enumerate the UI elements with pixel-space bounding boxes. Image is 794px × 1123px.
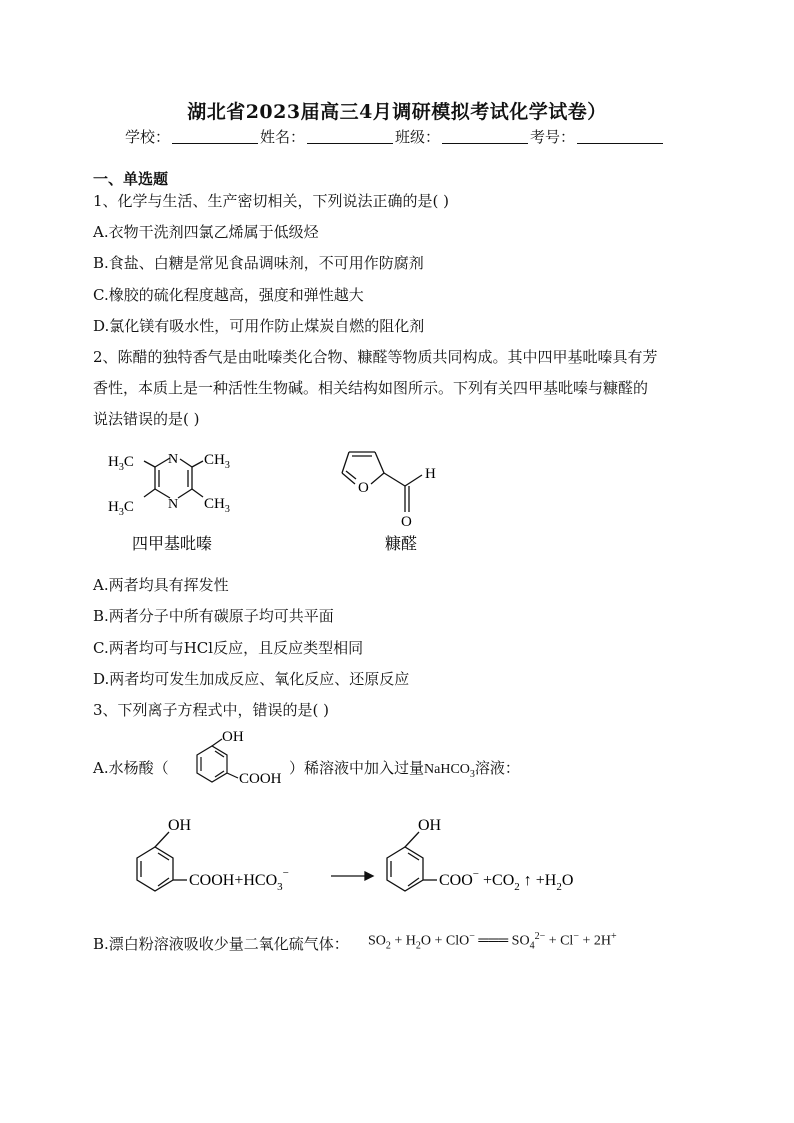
school-label: 学校：	[125, 128, 171, 146]
q2-stem-line3: 说法错误的是( )	[93, 410, 200, 428]
tetramethylpyrazine-structure	[100, 445, 250, 555]
class-label: 班级：	[395, 128, 441, 146]
eq-right-label: $COO^- +CO_2$ ↑ $+H_2O$	[439, 868, 574, 893]
q3-a-prefix: A.水杨酸（	[93, 759, 169, 777]
fig2-caption: 糠醛	[385, 536, 418, 553]
salicylic-oh-label: OH	[222, 729, 244, 745]
ch3-top-label: $CH_3$	[204, 452, 230, 471]
salicylic-reaction-equation	[125, 810, 635, 900]
ch3-bottom-label: $CH_3$	[204, 496, 230, 515]
q1-option-b: B.食盐、白糖是常见食品调味剂，不可用作防腐剂	[93, 254, 424, 272]
h3c-top-label: $H_3C$	[108, 454, 134, 473]
class-blank[interactable]	[442, 129, 528, 144]
q3-a-suffix-text: ）稀溶液中加入过量	[289, 759, 425, 777]
q2-option-c: C.两者均可与HCl反应，且反应类型相同	[93, 639, 364, 657]
n-bottom-label: N	[168, 497, 179, 512]
name-label: 姓名：	[260, 128, 306, 146]
q3-b-text: B.漂白粉溶液吸收少量二氧化硫气体：	[93, 935, 349, 953]
q3-b-equation: $SO_2 + H_2O + ClO^-$ ═══ $SO_4^{2-} + Cl^- + 2H^+$	[368, 931, 617, 952]
n-top-label: N	[168, 452, 179, 467]
eq-left-oh-label: OH	[168, 817, 192, 834]
q1-option-a: A.衣物干洗剂四氯乙烯属于低级烃	[93, 223, 319, 241]
q2-option-b: B.两者分子中所有碳原子均可共平面	[93, 607, 334, 625]
furfural-structure	[335, 440, 455, 555]
eq-right-oh-label: OH	[418, 817, 442, 834]
aldehyde-h-label: H	[425, 466, 436, 482]
q2-option-d: D.两者均可发生加成反应、氧化反应、还原反应	[93, 670, 410, 688]
q2-stem-line1: 2、陈醋的独特香气是由吡嗪类化合物、糠醛等物质共同构成。其中四甲基吡嗪具有芳	[93, 348, 658, 366]
q1-stem: 1、化学与生活、生产密切相关，下列说法正确的是( )	[93, 192, 450, 210]
carbonyl-o-label: O	[401, 514, 412, 530]
q3-stem: 3、下列离子方程式中，错误的是( )	[93, 701, 330, 719]
exam-no-blank[interactable]	[577, 129, 663, 144]
q3-a-tail: 溶液：	[474, 759, 520, 777]
q1-option-d: D.氯化镁有吸水性，可用作防止煤炭自燃的阻化剂	[93, 317, 425, 335]
q3-a-suffix	[289, 757, 520, 780]
nahco3-reagent: NaHCO$_3$	[424, 762, 475, 780]
name-blank[interactable]	[307, 129, 393, 144]
exam-no-label: 考号：	[530, 128, 576, 146]
h3c-bottom-label: $H_3C$	[108, 499, 134, 518]
school-blank[interactable]	[172, 129, 258, 144]
eq-left-label: $COOH+HCO_3^-$	[189, 867, 289, 893]
fig1-caption: 四甲基吡嗪	[132, 536, 213, 553]
student-info-line	[125, 126, 665, 147]
furan-o-label: O	[358, 480, 369, 496]
section-title: 一、单选题	[93, 170, 169, 188]
salicylic-cooh-label: COOH	[239, 771, 282, 787]
page-title: 湖北省2023届高三4月调研模拟考试化学试卷）	[187, 101, 607, 123]
q1-option-c: C.橡胶的硫化程度越高，强度和弹性越大	[93, 286, 364, 304]
q2-option-a: A.两者均具有挥发性	[93, 576, 229, 594]
salicylic-acid-inline-structure	[172, 725, 297, 800]
q2-stem-line2: 香性，本质上是一种活性生物碱。相关结构如图所示。下列有关四甲基吡嗪与糠醛的	[93, 379, 649, 397]
